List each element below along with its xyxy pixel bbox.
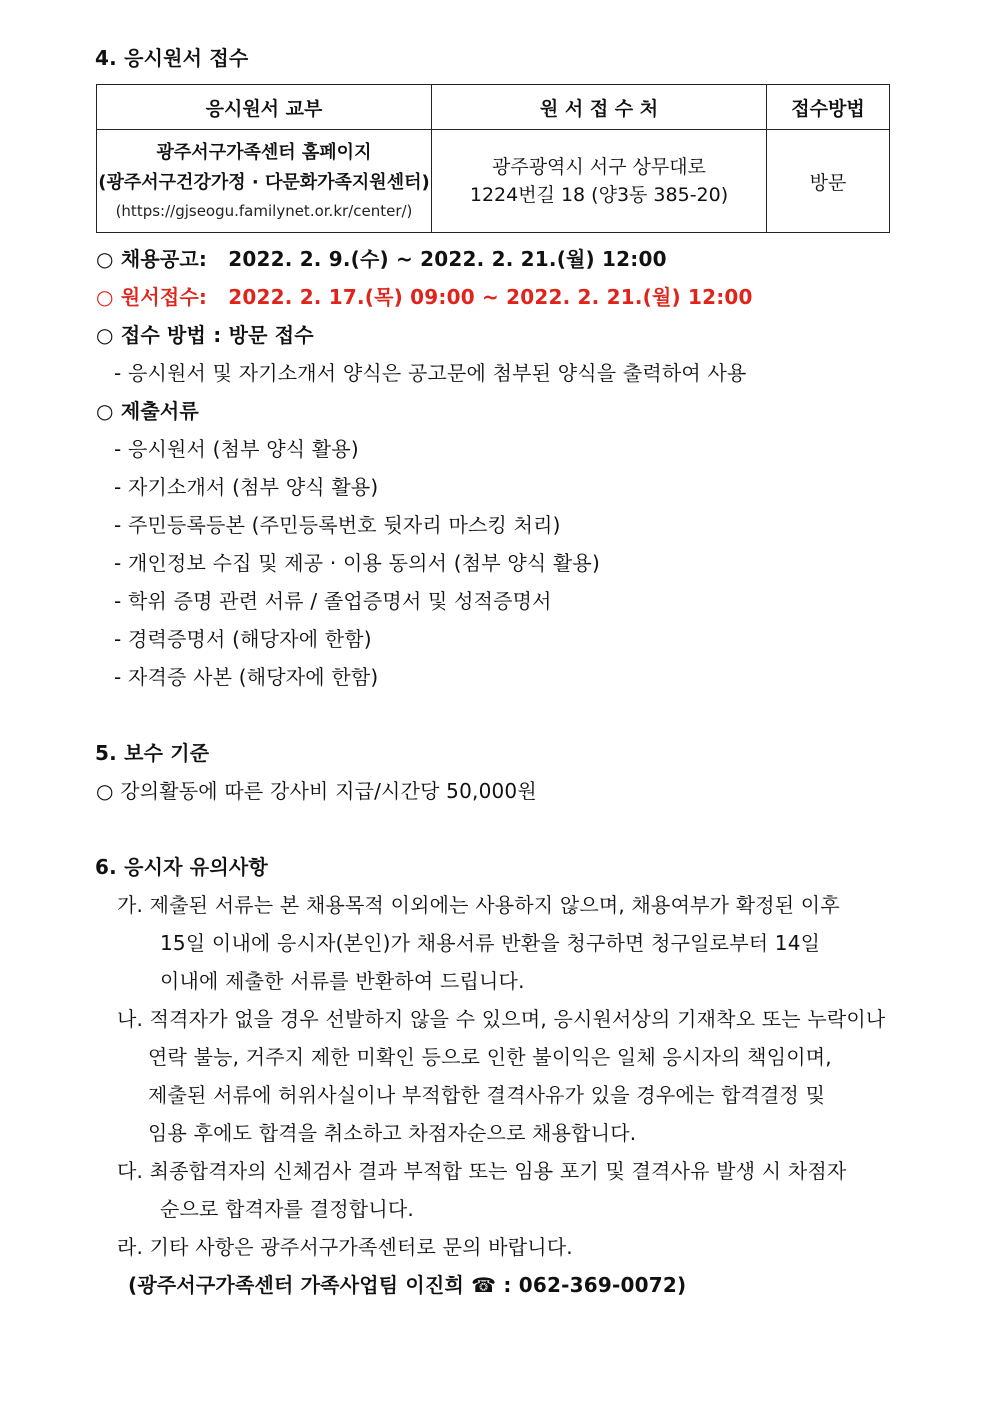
address-line-2: 1224번길 18 (양3동 385-20): [469, 184, 729, 206]
notice-da-line-2: 순으로 합격자를 결정합니다.: [160, 1197, 414, 1221]
notice-value: 2022. 2. 9.(수) ~ 2022. 2. 21.(월) 12:00: [228, 247, 667, 271]
homepage-url: (https://gjseogu.familynet.or.kr/center/): [115, 202, 413, 220]
notice-na-line-3: 제출된 서류에 허위사실이나 부적합한 결격사유가 있을 경우에는 합격결정 및: [148, 1083, 826, 1107]
notice-label: ○ 채용공고:: [96, 247, 208, 271]
contact-info: (광주서구가족센터 가족사업팀 이진희 ☎ : 062-369-0072): [128, 1273, 687, 1297]
table-cell-place: [432, 130, 767, 233]
receipt-label: ○ 원서접수:: [96, 285, 208, 309]
table-header-row: [97, 85, 890, 130]
notice-period: [96, 245, 667, 273]
table-cell-method: 방문: [767, 130, 890, 233]
section-5-title: 5. 보수 기준: [95, 741, 210, 765]
list-item: - 학위 증명 관련 서류 / 졸업증명서 및 성적증명서: [114, 589, 552, 613]
method-note: - 응시원서 및 자기소개서 양식은 공고문에 첨부된 양식을 출력하여 사용: [114, 361, 747, 385]
receipt-value: 2022. 2. 17.(목) 09:00 ~ 2022. 2. 21.(월) 12:00: [228, 285, 753, 309]
notice-na-line-4: 임용 후에도 합격을 취소하고 차점자순으로 채용합니다.: [148, 1121, 637, 1145]
documents-title: ○ 제출서류: [96, 399, 199, 423]
notice-ga-line-3: 이내에 제출한 서류를 반환하여 드립니다.: [160, 969, 525, 993]
list-item: - 개인정보 수집 및 제공 · 이용 동의서 (첨부 양식 활용): [114, 551, 600, 575]
homepage-name: 광주서구가족센터 홈페이지: [156, 142, 372, 163]
notice-ra: 라. 기타 사항은 광주서구가족센터로 문의 바랍니다.: [117, 1235, 573, 1259]
pay-standard: ○ 강의활동에 따른 강사비 지급/시간당 50,000원: [96, 779, 537, 803]
notice-na-line-2: 연락 불능, 거주지 제한 미확인 등으로 인한 불이익은 일체 응시자의 책임이며,: [148, 1045, 832, 1069]
section-4-title: 4. 응시원서 접수: [95, 46, 249, 70]
table-cell-distribution: [97, 130, 432, 233]
table-header-distribution: 응시원서 교부: [97, 85, 432, 130]
receipt-method: ○ 접수 방법 : 방문 접수: [96, 323, 314, 347]
list-item: - 자기소개서 (첨부 양식 활용): [114, 475, 379, 499]
notice-da-line-1: 다. 최종합격자의 신체검사 결과 부적합 또는 임용 포기 및 결격사유 발생 시 차점자: [117, 1159, 847, 1183]
table-header-method: 접수방법: [767, 85, 890, 130]
list-item: - 경력증명서 (해당자에 한함): [114, 627, 372, 651]
notice-ga-line-2: 15일 이내에 응시자(본인)가 채용서류 반환을 청구하면 청구일로부터 14일: [160, 931, 821, 955]
list-item: - 응시원서 (첨부 양식 활용): [114, 437, 359, 461]
application-table: [96, 84, 890, 233]
notice-na-line-1: 나. 적격자가 없을 경우 선발하지 않을 수 있으며, 응시원서상의 기재착오 또는 누락이나: [117, 1007, 886, 1031]
receipt-period: [96, 283, 753, 311]
table-row: [97, 130, 890, 233]
notice-ga-line-1: 가. 제출된 서류는 본 채용목적 이외에는 사용하지 않으며, 채용여부가 확정된 이후: [117, 893, 840, 917]
table-header-place: 원 서 접 수 처: [432, 85, 767, 130]
center-name: (광주서구건강가정 · 다문화가족지원센터): [98, 172, 430, 193]
list-item: - 자격증 사본 (해당자에 한함): [114, 665, 379, 689]
section-6-title: 6. 응시자 유의사항: [95, 855, 268, 879]
address-line-1: 광주광역시 서구 상무대로: [492, 156, 706, 178]
list-item: - 주민등록등본 (주민등록번호 뒷자리 마스킹 처리): [114, 513, 561, 537]
